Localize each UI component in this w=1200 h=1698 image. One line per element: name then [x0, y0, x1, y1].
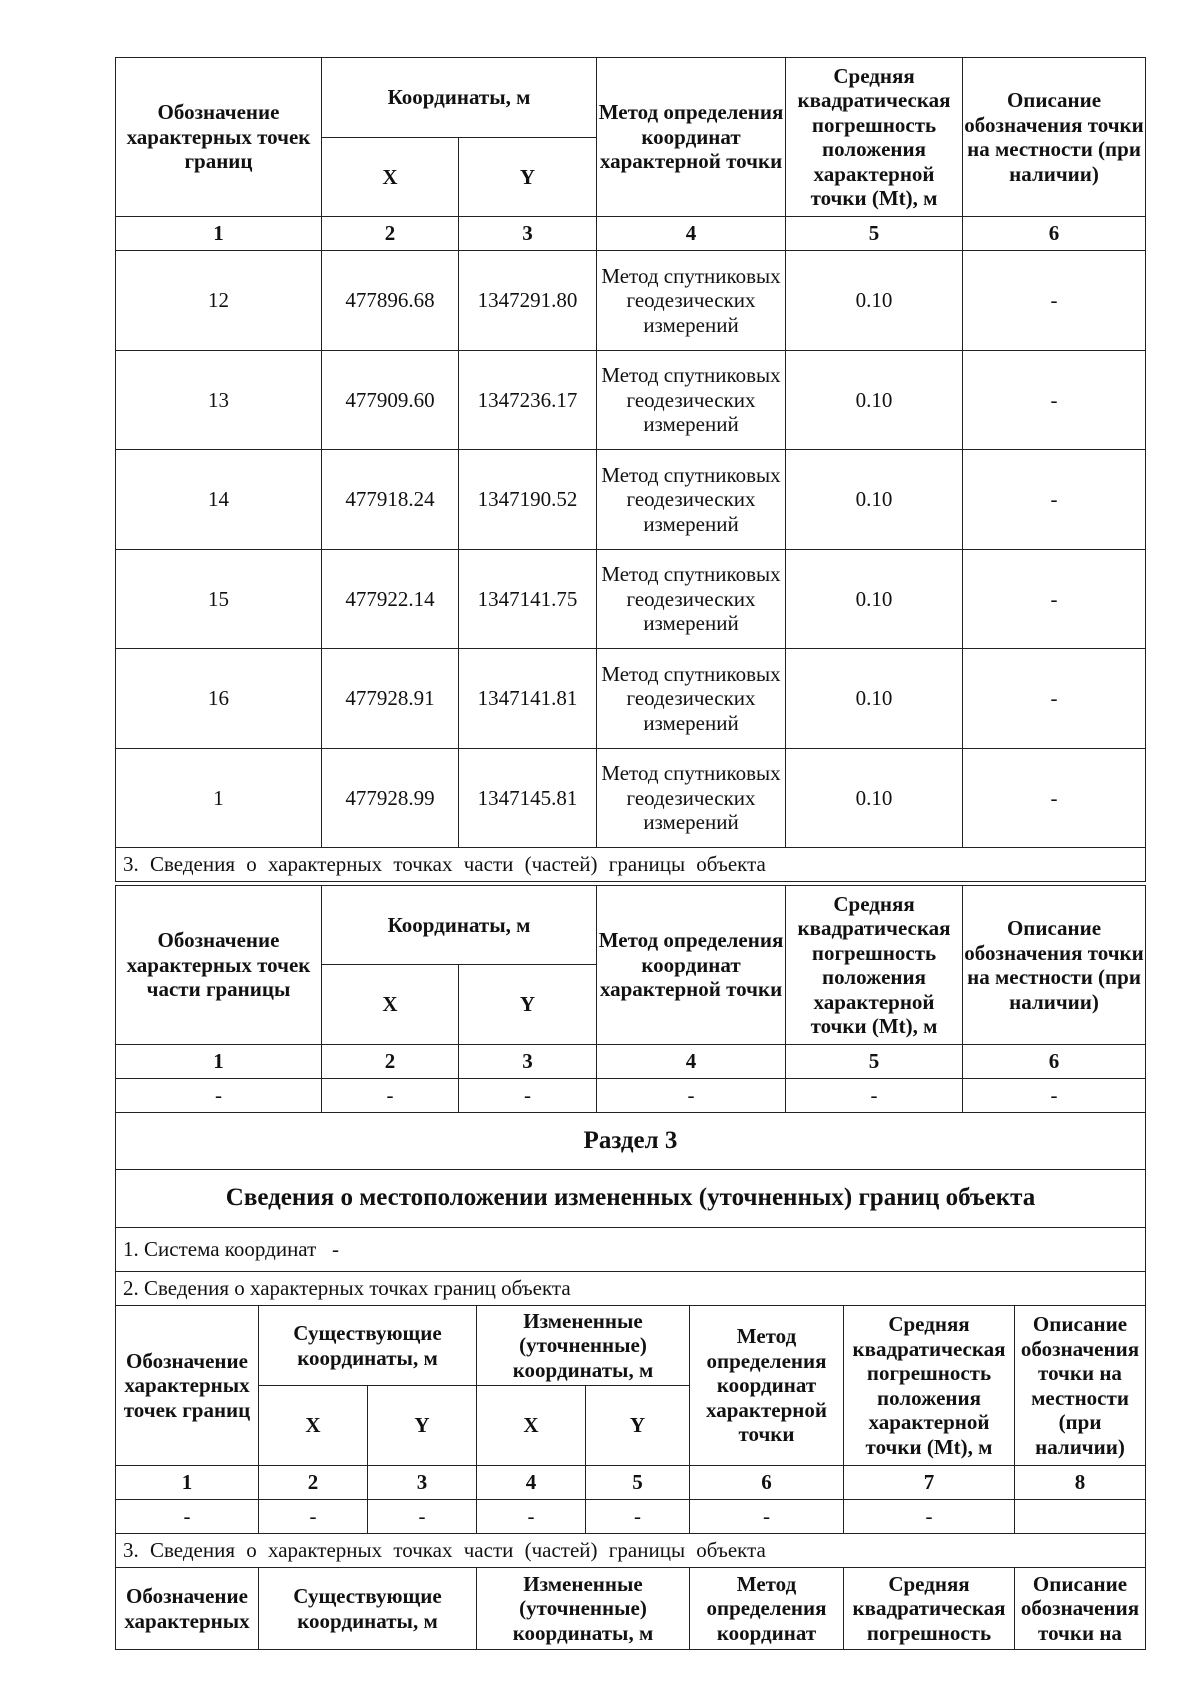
- header-y: Y: [459, 965, 597, 1045]
- empty-cell: -: [844, 1500, 1015, 1534]
- x-cell: 477896.68: [322, 251, 459, 351]
- col-num: 3: [459, 1045, 597, 1079]
- col-num: 6: [963, 217, 1146, 251]
- error-cell: 0.10: [786, 549, 963, 649]
- section-3-block: [115, 1112, 1146, 1306]
- method-cell: Метод спутниковых геодезических измерений: [597, 350, 786, 450]
- header-changed-coords: Измененные (уточненные) координаты, м: [477, 1306, 690, 1386]
- empty-cell: -: [586, 1500, 690, 1534]
- coord-system-line: 1. Система координат -: [116, 1228, 1146, 1272]
- header-method: Метод определения координат характерной точки: [597, 58, 786, 217]
- header-existing-x: X: [259, 1386, 368, 1466]
- x-cell: 477918.24: [322, 450, 459, 550]
- header-method: Метод определения координат характерной точки: [690, 1306, 844, 1466]
- col-num: 8: [1015, 1466, 1146, 1500]
- table-row: [116, 748, 1146, 848]
- col-num: 2: [322, 1045, 459, 1079]
- col-num: 7: [844, 1466, 1015, 1500]
- col-num: 3: [459, 217, 597, 251]
- x-cell: 477922.14: [322, 549, 459, 649]
- x-cell: 477909.60: [322, 350, 459, 450]
- table-row: [116, 450, 1146, 550]
- col-num: 5: [786, 217, 963, 251]
- method-cell: Метод спутниковых геодезических измерений: [597, 748, 786, 848]
- header-description: Описание обозначения точки на местности (при наличии): [963, 886, 1146, 1045]
- col-num: 4: [597, 217, 786, 251]
- header-existing-coords: Существующие координаты, м: [259, 1568, 477, 1650]
- parts-section-heading: 3. Сведения о характерных точках части (частей) границы объекта: [116, 848, 1146, 882]
- col-num: 1: [116, 217, 322, 251]
- error-cell: 0.10: [786, 350, 963, 450]
- col-num: 5: [586, 1466, 690, 1500]
- col-num: 4: [477, 1466, 586, 1500]
- point-cell: 16: [116, 649, 322, 749]
- method-cell: Метод спутниковых геодезических измерений: [597, 251, 786, 351]
- header-error: Средняя квадратическая погрешность положения характерной точки (Mt), м: [786, 886, 963, 1045]
- empty-cell: -: [322, 1079, 459, 1113]
- error-cell: 0.10: [786, 251, 963, 351]
- header-designation: Обозначение характерных точек границ: [116, 58, 322, 217]
- header-error: Средняя квадратическая погрешность: [844, 1568, 1015, 1650]
- header-description: Описание обозначения точки на местности (при наличии): [963, 58, 1146, 217]
- points-section-heading: 2. Сведения о характерных точках границ объекта: [116, 1272, 1146, 1306]
- header-changed-coords: Измененные (уточненные) координаты, м: [477, 1568, 690, 1650]
- header-existing-y: Y: [368, 1386, 477, 1466]
- x-cell: 477928.99: [322, 748, 459, 848]
- table-row: [116, 1500, 1146, 1534]
- point-cell: 13: [116, 350, 322, 450]
- col-num: 1: [116, 1466, 259, 1500]
- error-cell: 0.10: [786, 450, 963, 550]
- column-number-row: [116, 1466, 1146, 1500]
- description-cell: -: [963, 350, 1146, 450]
- empty-cell: [1015, 1500, 1146, 1534]
- point-cell: 15: [116, 549, 322, 649]
- error-cell: 0.10: [786, 649, 963, 749]
- header-error: Средняя квадратическая погрешность положения характерной точки (Mt), м: [844, 1306, 1015, 1466]
- header-designation: Обозначение характерных точек границ: [116, 1306, 259, 1466]
- changed-part-points-table: [115, 1567, 1146, 1650]
- column-number-row: [116, 1045, 1146, 1079]
- section-3-title: Раздел 3: [116, 1113, 1146, 1170]
- header-x: X: [322, 138, 459, 217]
- header-description: Описание обозначения точки на: [1015, 1568, 1146, 1650]
- col-num: 2: [322, 217, 459, 251]
- point-cell: 1: [116, 748, 322, 848]
- empty-cell: -: [690, 1500, 844, 1534]
- table-row: [116, 549, 1146, 649]
- y-cell: 1347141.81: [459, 649, 597, 749]
- description-cell: -: [963, 251, 1146, 351]
- part-boundary-points-table: [115, 885, 1146, 1113]
- y-cell: 1347141.75: [459, 549, 597, 649]
- point-cell: 14: [116, 450, 322, 550]
- point-cell: 12: [116, 251, 322, 351]
- empty-cell: -: [786, 1079, 963, 1113]
- col-num: 1: [116, 1045, 322, 1079]
- changed-boundary-points-table: [115, 1305, 1146, 1568]
- col-num: 4: [597, 1045, 786, 1079]
- empty-cell: -: [368, 1500, 477, 1534]
- col-num: 5: [786, 1045, 963, 1079]
- empty-cell: -: [259, 1500, 368, 1534]
- header-error: Средняя квадратическая погрешность положения характерной точки (Mt), м: [786, 58, 963, 217]
- col-num: 6: [690, 1466, 844, 1500]
- table-row: [116, 350, 1146, 450]
- header-changed-y: Y: [586, 1386, 690, 1466]
- col-num: 6: [963, 1045, 1146, 1079]
- header-method: Метод определения координат характерной точки: [597, 886, 786, 1045]
- col-num: 2: [259, 1466, 368, 1500]
- method-cell: Метод спутниковых геодезических измерений: [597, 649, 786, 749]
- column-number-row: [116, 217, 1146, 251]
- header-coords: Координаты, м: [322, 886, 597, 965]
- description-cell: -: [963, 748, 1146, 848]
- x-cell: 477928.91: [322, 649, 459, 749]
- description-cell: -: [963, 549, 1146, 649]
- method-cell: Метод спутниковых геодезических измерений: [597, 549, 786, 649]
- table-row: [116, 251, 1146, 351]
- empty-cell: -: [116, 1079, 322, 1113]
- empty-cell: -: [459, 1079, 597, 1113]
- description-cell: -: [963, 649, 1146, 749]
- table-row: [116, 649, 1146, 749]
- y-cell: 1347145.81: [459, 748, 597, 848]
- boundary-points-table: [115, 57, 1146, 882]
- empty-cell: -: [597, 1079, 786, 1113]
- description-cell: -: [963, 450, 1146, 550]
- parts-section-heading-2: 3. Сведения о характерных точках части (частей) границы объекта: [116, 1534, 1146, 1568]
- header-coords: Координаты, м: [322, 58, 597, 138]
- header-description: Описание обозначения точки на местности (при наличии): [1015, 1306, 1146, 1466]
- header-y: Y: [459, 138, 597, 217]
- header-method: Метод определения координат: [690, 1568, 844, 1650]
- header-designation: Обозначение характерных: [116, 1568, 259, 1650]
- table-row: [116, 1079, 1146, 1113]
- section-3-subtitle: Сведения о местоположении измененных (уточненных) границ объекта: [116, 1170, 1146, 1228]
- empty-cell: -: [477, 1500, 586, 1534]
- header-changed-x: X: [477, 1386, 586, 1466]
- header-designation: Обозначение характерных точек части границы: [116, 886, 322, 1045]
- y-cell: 1347190.52: [459, 450, 597, 550]
- header-x: X: [322, 965, 459, 1045]
- error-cell: 0.10: [786, 748, 963, 848]
- col-num: 3: [368, 1466, 477, 1500]
- method-cell: Метод спутниковых геодезических измерений: [597, 450, 786, 550]
- header-existing-coords: Существующие координаты, м: [259, 1306, 477, 1386]
- y-cell: 1347291.80: [459, 251, 597, 351]
- empty-cell: -: [116, 1500, 259, 1534]
- y-cell: 1347236.17: [459, 350, 597, 450]
- empty-cell: -: [963, 1079, 1146, 1113]
